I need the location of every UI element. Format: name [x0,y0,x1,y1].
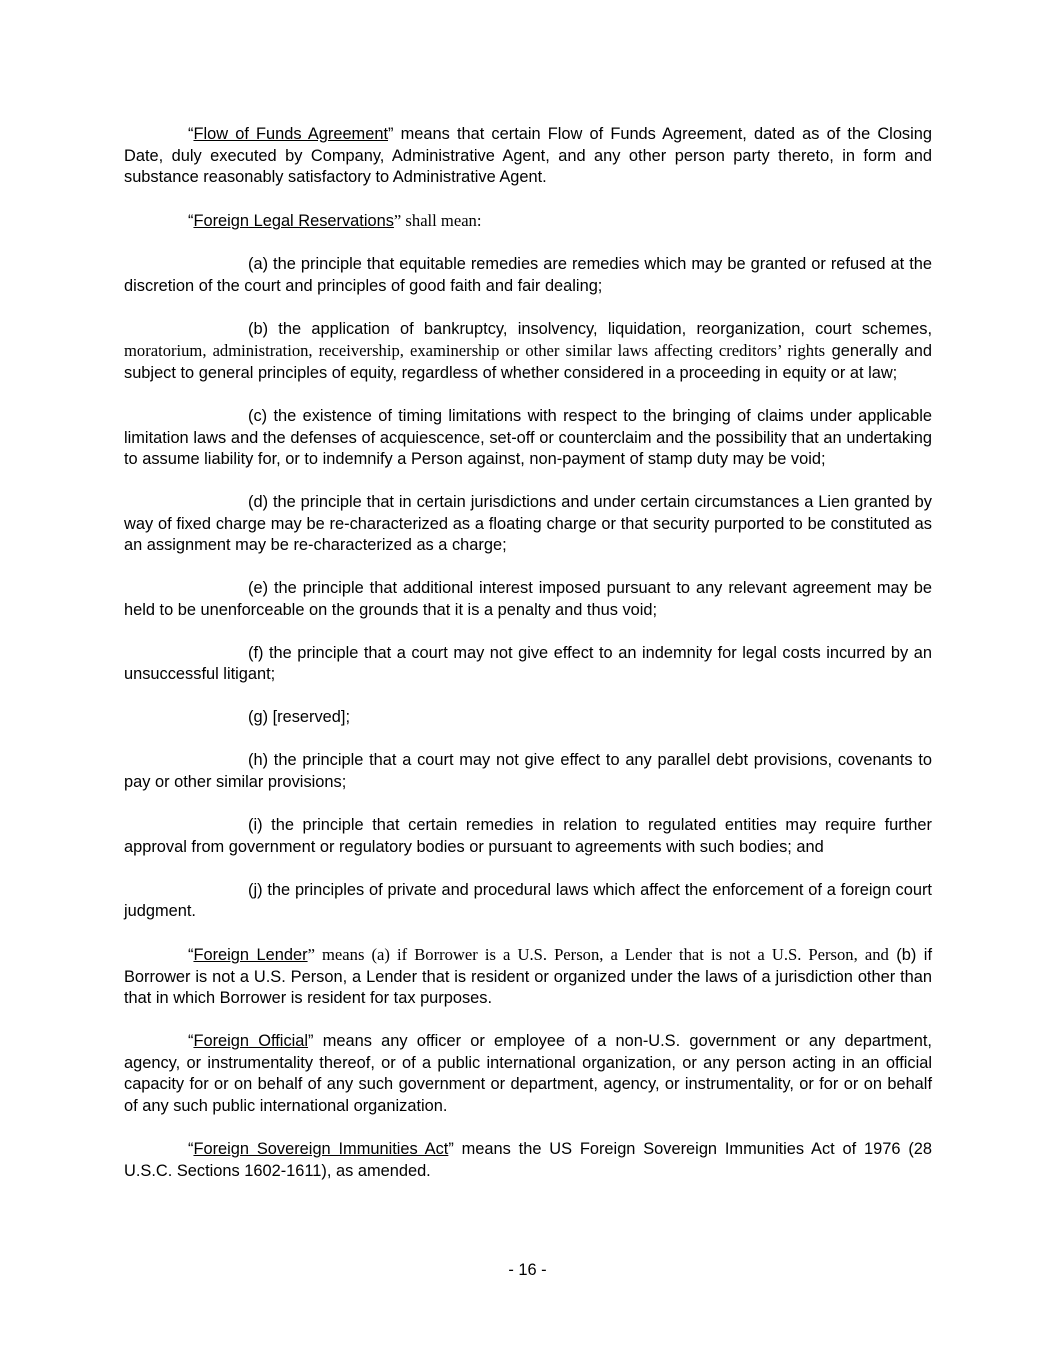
definition-text-serif: ” means (a) if Borrower is a U.S. Person, a Lender that is not a U.S. Person, and [307,945,889,965]
clause-h: (h) the principle that a court may not give effect to any parallel debt provisions, covenants to pay or other similar provisions; [124,751,932,791]
defined-term: Foreign Lender [193,946,308,965]
open-quote: “ [188,212,194,231]
clause-c: (c) the existence of timing limitations with respect to the bringing of claims under applicable limitation laws and the defenses of acquiescence, set-off or counterclaim and the possibility that an undertaking to assume liability for, or to indemnify a Person against, non-payment of stamp duty may be void; [124,406,932,469]
clause-j: (j) the principles of private and procedural laws which affect the enforcement of a foreign court judgment. [124,880,932,921]
open-quote: “ [188,946,194,965]
definition-text: ” means the US Foreign Sovereign Immunities Act of 1976 (28 U.S.C. Sections 1602-1611), as amended. [124,1140,933,1180]
definition-text: ” means any officer or employee of a non-U.S. government or any department, agency, or instrumentality thereof, or of a public international organization, or any person acting in an official capacity for or on behalf of any such government or department, agency, or instrumentality, or for or on behalf of any such public international organization. [124,1032,932,1116]
clause-i: (i) the principle that certain remedies in relation to regulated entities may require further approval from government or regulatory bodies or pursuant to agreements with such bodies; and [124,815,932,856]
definition-flow-of-funds-agreement [124,124,932,189]
definition-foreign-lender [124,944,932,1010]
clause-b-text-1: (b) the application of bankruptcy, insolvency, liquidation, reorganization, court schemes, [248,319,932,338]
definition-foreign-legal-reservations [124,210,932,233]
open-quote: “ [188,1140,194,1159]
open-quote: “ [188,125,194,143]
defined-term: Flow of Funds Agreement [193,125,388,143]
definition-text: ” means that certain Flow of Funds Agreement, dated as of the Closing Date, duly executed by Company, Administrative Agent, and any other person party thereto, in form and substance reasonably satisfactory to Administrative Agent. [124,125,932,187]
definition-foreign-official [124,1031,932,1117]
clause-d: (d) the principle that in certain jurisdictions and under certain circumstances a Lien granted by way of fixed charge may be re-characterized as a floating charge or that security purported to be constituted as an assignment may be re-characterized as a charge; [124,493,932,555]
clause-a: (a) the principle that equitable remedies are remedies which may be granted or refused at the discretion of the court and principles of good faith and fair dealing; [124,255,932,295]
clause-g: (g) [reserved]; [248,708,351,727]
defined-term: Foreign Sovereign Immunities Act [193,1140,449,1159]
definition-text: (b) if Borrower is not a U.S. Person, a Lender that is resident or organized under the laws of a jurisdiction other than that in which Borrower is resident for tax purposes. [124,946,932,1008]
clause-f: (f) the principle that a court may not give effect to an indemnity for legal costs incurred by an unsuccessful litigant; [124,643,932,684]
definition-text: ” shall mean: [393,211,482,231]
defined-term: Foreign Legal Reservations [193,212,394,231]
clause-b-text-3: generally and subject to general principles of equity, regardless of whether considered in a proceeding in equity or at law; [124,342,932,382]
document-page [124,124,932,1204]
clause-e: (e) the principle that additional interest imposed pursuant to any relevant agreement may be held to be unenforceable on the grounds that it is a penalty and thus void; [124,579,932,619]
defined-term: Foreign Official [193,1032,309,1051]
page-number: - 16 - [508,1261,547,1279]
definition-foreign-sovereign-immunities-act [124,1139,932,1182]
open-quote: “ [188,1032,194,1051]
clause-b [124,319,932,385]
clause-b-text-2: moratorium, administration, receivership, examinership or other similar laws affecting creditors’ rights [124,341,826,361]
